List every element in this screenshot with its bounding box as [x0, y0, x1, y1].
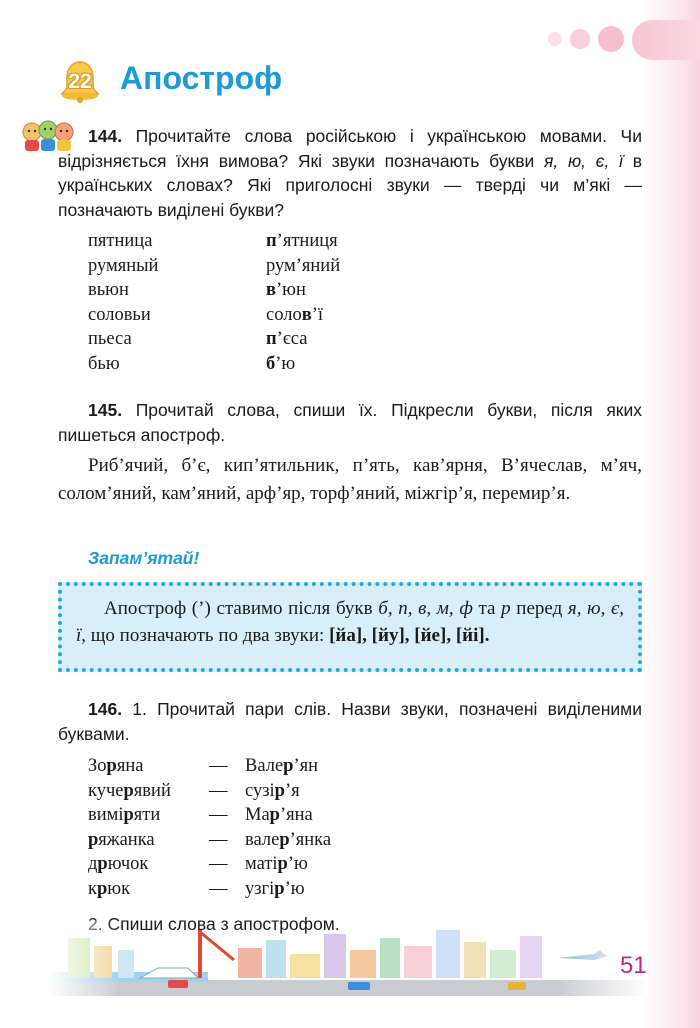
highlighted-letter: р	[106, 756, 117, 776]
city-illustration	[48, 920, 648, 996]
word-part: ’юн	[276, 280, 306, 300]
word-part: соло	[266, 304, 302, 325]
word-part: ’яна	[279, 805, 313, 825]
word-part: ’ян	[293, 756, 319, 776]
ukrainian-word	[266, 327, 340, 352]
highlighted-letter: р	[123, 780, 134, 801]
ukrainian-word	[266, 303, 340, 328]
highlighted-letter: в	[301, 304, 312, 325]
exercise-145-words: Риб’ячий, б’є, кип’ятильник, п’ять, кав’ярня, В’ячеслав, м’яч, солом’яний, кам’яний, арф’яр, торф’яний, міжгір’я, перемир’я.	[58, 455, 642, 504]
remember-label: Запам’ятай!	[88, 548, 200, 568]
exercise-144-word-table	[88, 229, 418, 379]
decorative-pill	[632, 20, 700, 60]
word-part: ’єса	[276, 329, 308, 349]
word-part: ’ятниця	[276, 231, 338, 251]
word-part: ’ї	[311, 304, 324, 325]
word-part: Вале	[245, 756, 284, 776]
instruction-text: 1. Прочитай пари слів. Назви звуки, позначені виділеними буквами.	[58, 699, 642, 744]
word-part: яти	[133, 805, 161, 825]
dash-column	[209, 754, 228, 901]
russian-word: румяный	[88, 255, 159, 276]
word-part: ’янка	[289, 829, 332, 850]
ukrainian-word	[266, 278, 340, 303]
page-title: Апостроф	[120, 60, 283, 96]
word-part: куче	[88, 780, 124, 801]
right-words-column	[245, 754, 331, 901]
word-part: ючок	[107, 854, 149, 874]
word-left	[88, 803, 171, 828]
highlighted-letter: р	[274, 878, 285, 899]
word-part: д	[88, 854, 98, 874]
russian-word: пьеса	[88, 329, 132, 349]
highlighted-letter: п	[266, 329, 277, 349]
exercise-145-instructions	[58, 398, 642, 447]
page-edge-band	[642, 0, 700, 1028]
instruction-text: Прочитай слова, спиши їх. Підкресли букви, після яких пишеться апостроф.	[58, 400, 642, 445]
rule-text: , що позначають по два звуки:	[81, 625, 330, 646]
word-part: к	[88, 878, 97, 899]
word-part: явий	[133, 780, 171, 801]
word-right	[245, 779, 331, 804]
rule-letters: р	[501, 598, 511, 619]
exercise-number: 146.	[88, 699, 123, 719]
highlighted-letter: р	[274, 780, 285, 801]
lesson-number: 22	[68, 70, 92, 93]
ukrainian-word	[266, 352, 340, 377]
word-right	[245, 877, 331, 902]
word-right	[245, 828, 331, 853]
rule-sounds: [йа], [йу], [йе], [йі].	[329, 625, 490, 646]
word-right	[245, 852, 331, 877]
dash: —	[209, 805, 228, 825]
word-part: ’ю	[275, 353, 296, 374]
rule-text: Апостроф (’) ставимо після букв	[104, 598, 379, 619]
highlighted-letter: в	[266, 280, 276, 300]
ukrainian-word	[266, 229, 340, 254]
word-part: Зо	[88, 756, 107, 776]
highlighted-letter: б	[266, 353, 276, 374]
letters-italic: я, ю, є, ї	[544, 150, 623, 171]
instruction-text: в українських словах? Які приголосні звуки — тверді чи м’які — позначають виділені букви?	[58, 150, 642, 220]
dash: —	[209, 780, 228, 801]
page-number: 51	[620, 952, 647, 979]
word-part: рум	[266, 255, 296, 276]
word-part: вимі	[88, 805, 124, 825]
exercise-144-instructions	[58, 124, 642, 222]
word-right	[245, 754, 331, 779]
rule-letters: я, ю, є, ї	[76, 598, 625, 646]
exercise-number: 145.	[88, 400, 123, 420]
word-part: ’яний	[295, 255, 341, 276]
dash: —	[209, 854, 228, 874]
word-part: ’я	[284, 780, 300, 801]
rule-text: та	[472, 598, 502, 619]
exercise-146-instructions	[58, 697, 642, 746]
highlighted-letter: р	[97, 854, 108, 874]
word-left	[88, 877, 171, 902]
rule-box	[58, 582, 642, 672]
word-left	[88, 779, 171, 804]
rule-text: перед	[510, 598, 568, 619]
dash: —	[209, 829, 228, 850]
highlighted-letter: р	[269, 805, 280, 825]
word-part: яжанка	[98, 829, 155, 850]
highlighted-letter: р	[283, 756, 294, 776]
word-part: сузі	[245, 780, 275, 801]
word-part: яна	[116, 756, 144, 776]
highlighted-letter: п	[266, 231, 277, 251]
word-part: узгі	[245, 878, 275, 899]
rule-letters: б, п, в, м, ф	[378, 598, 473, 619]
highlighted-letter: р	[279, 829, 290, 850]
word-left	[88, 828, 171, 853]
russian-word: бью	[88, 353, 120, 374]
dash: —	[209, 756, 228, 776]
highlighted-letter: р	[277, 854, 288, 874]
left-words-column	[88, 754, 171, 901]
word-left	[88, 754, 171, 779]
highlighted-letter: р	[88, 829, 99, 850]
word-right	[245, 803, 331, 828]
ukrainian-word	[266, 254, 340, 279]
word-part: ’ю	[287, 854, 308, 874]
russian-word: пятница	[88, 231, 153, 251]
word-part: юк	[107, 878, 131, 899]
word-left	[88, 852, 171, 877]
exercise-146-word-pairs	[88, 754, 418, 904]
word-part: ’ю	[284, 878, 305, 899]
dash: —	[209, 878, 228, 899]
word-part: маті	[245, 854, 278, 874]
lesson-badge	[58, 58, 102, 104]
ukrainian-words-column	[266, 229, 340, 376]
instruction-text: Прочитайте слова російською і українською мовами. Чи відрізняється їхня вимова? Які звуки позначають букви	[58, 126, 642, 171]
russian-words-column	[88, 229, 158, 376]
russian-word: вьюн	[88, 280, 129, 300]
highlighted-letter: р	[97, 878, 108, 899]
russian-word: соловьи	[88, 304, 151, 325]
word-part: Ма	[245, 805, 270, 825]
highlighted-letter: р	[123, 805, 134, 825]
word-part: вале	[245, 829, 280, 850]
exercise-number: 144.	[88, 126, 123, 146]
